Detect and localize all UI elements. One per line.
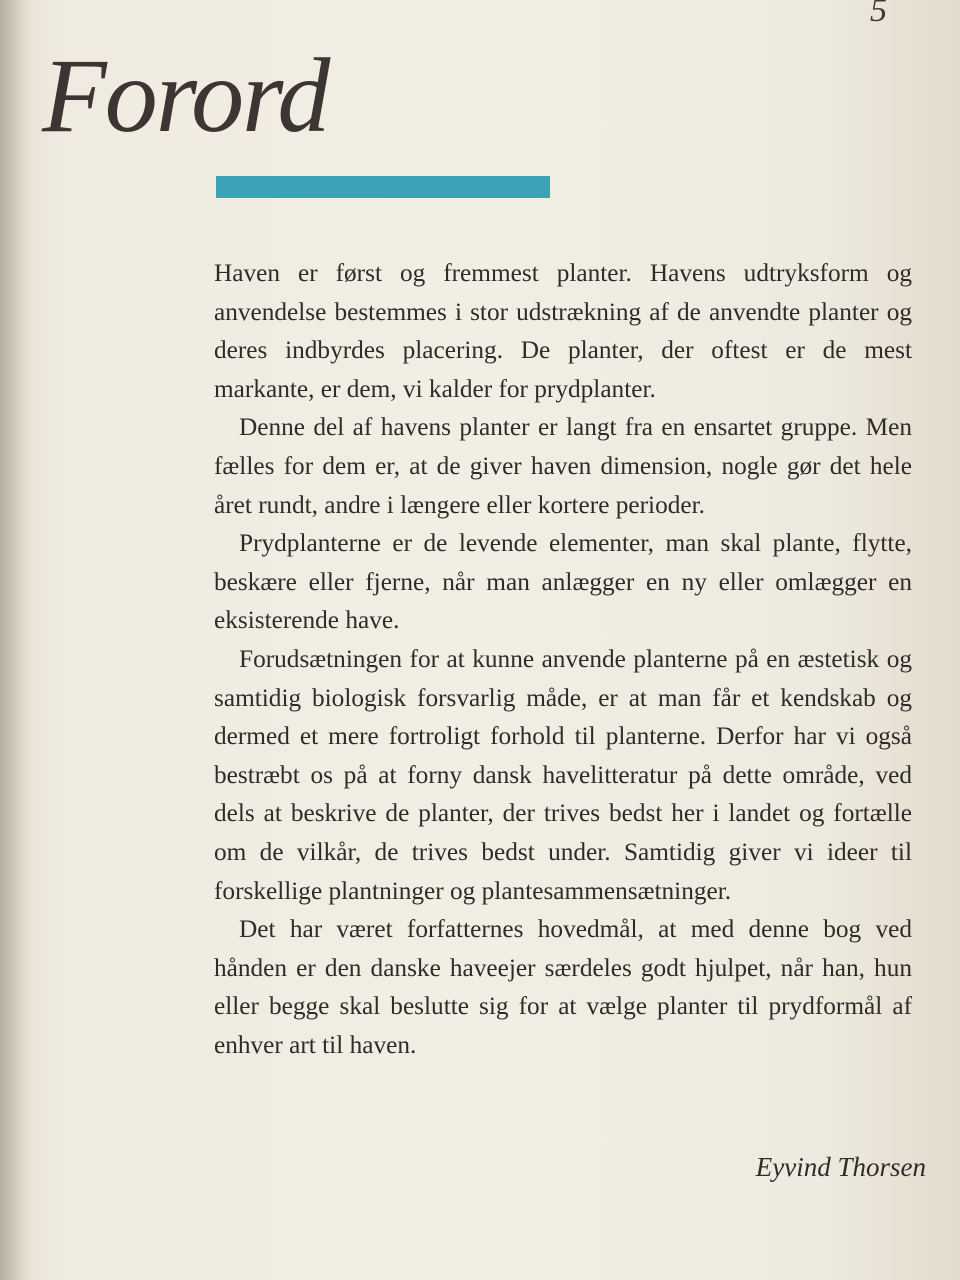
author-signature: Eyvind Thorsen (755, 1152, 926, 1182)
foreword-body (214, 254, 912, 1064)
spine-shadow (0, 0, 30, 1280)
paragraph-1: Haven er først og fremmest planter. Havens udtryksform og anvendelse bestemmes i stor udstrækning af de anvendte planter og deres indbyrdes placering. De planter, der oftest er de mest markante, er dem, vi kalder for prydplanter. (214, 259, 912, 403)
chapter-title: Forord (42, 37, 329, 154)
paragraph-4: Forudsætningen for at kunne anvende planterne på en æstetisk og samtidig biologisk forsvarlig måde, er at man får et kendskab og dermed et mere fortroligt forhold til planterne. Derfor har vi også bestræbt os på at forny dansk havelitteratur på dette område, ved dels at beskrive de planter, der trives bedst her i landet og fortælle om de vilkår, de trives bedst under. Samtidig giver vi ideer til forskellige plantninger og plantesammensætninger. (214, 644, 912, 905)
paragraph-3: Prydplanterne er de levende elementer, man skal plante, flytte, beskære eller fjerne, når man anlægger en ny eller omlægger en eksisterende have. (214, 529, 912, 635)
page-number: 5 (870, 0, 887, 29)
paragraph-5: Det har været forfatternes hovedmål, at med denne bog ved hånden er den danske haveejer særdeles godt hjulpet, når han, hun eller begge skal beslutte sig for at vælge planter til prydformål af enhver art til haven. (214, 915, 912, 1059)
paragraph-2: Denne del af havens planter er langt fra en ensartet gruppe. Men fælles for dem er, at de giver haven dimension, nogle gør det hele året rundt, andre i længere eller kortere perioder. (214, 413, 912, 519)
title-accent-bar (216, 176, 550, 198)
